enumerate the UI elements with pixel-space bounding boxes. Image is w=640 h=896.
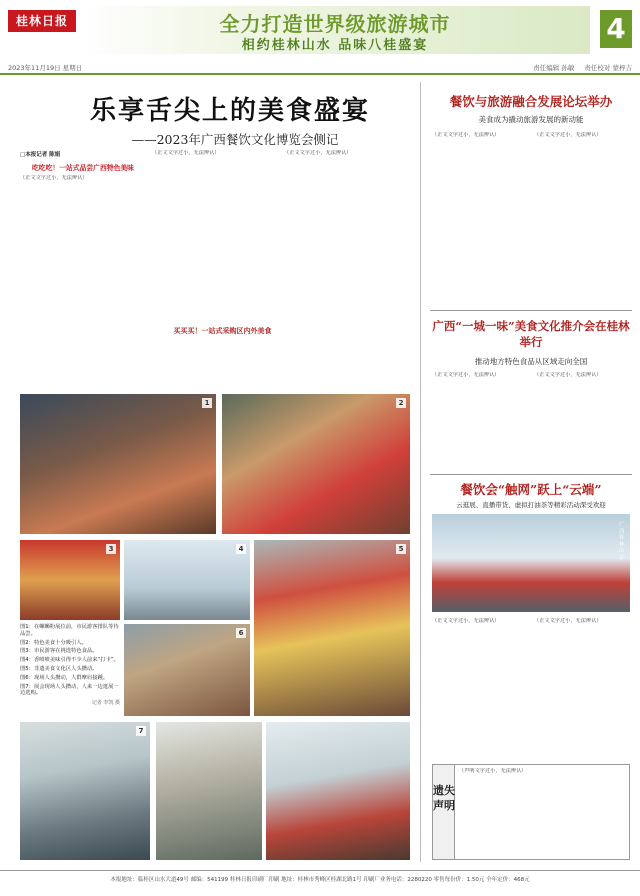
article-3-subheadline: 推动地方特色食品从区域走向全国 (474, 357, 588, 366)
section-rule (430, 474, 632, 475)
feature-body-2: （正文文字过小，无法辨认） (152, 150, 220, 156)
photo-number-badge: 5 (396, 544, 406, 554)
issue-date: 2023年11月19日 星期日 (8, 64, 83, 72)
notice-tag-label: 遗失声明 (433, 784, 455, 812)
feature-subhead-1: 吃吃吃！一站式品尝广西特色美味 (32, 164, 134, 172)
photo-number-badge: 1 (202, 398, 212, 408)
notice-body (459, 768, 627, 858)
article-3-column-1 (432, 372, 530, 468)
feature-column-1 (20, 150, 146, 386)
photo-caption: 图2：特色美食十分吸引人。 (20, 639, 87, 646)
livestream-photo (432, 514, 630, 612)
article-4-body: （正文文字过小，无法辨认） (432, 618, 500, 624)
banner-title: 全力打造世界级旅游城市 (219, 12, 451, 36)
article-2-headline: 餐饮与旅游融合发展论坛举办 (449, 94, 613, 109)
photo-number-badge: 2 (396, 398, 406, 408)
editor-credit: 责任编辑 孙敏 (533, 64, 575, 72)
photo-8 (156, 722, 262, 860)
photo-number-badge: 4 (236, 544, 246, 554)
photo-5 (254, 540, 410, 716)
photo-caption: 图3：市民游客在挑选特色食品。 (20, 648, 98, 655)
photo-number-badge: 6 (236, 628, 246, 638)
top-rule (0, 73, 640, 75)
notice-text: （声明文字过小，无法辨认） (459, 768, 527, 774)
photo-caption: 图1：在螺蛳粉展位前，市民游客排队等待品尝。 (20, 624, 119, 637)
article-4-subheadline: 云逛展、直播带货、虚拟打油茶等精彩活动深受欢迎 (456, 501, 606, 509)
article-3-body: （正文文字过小，无法辨认） (534, 372, 602, 378)
notice-tag (433, 765, 455, 859)
masthead (0, 0, 640, 62)
photo-1 (20, 394, 216, 534)
photo-caption: 图5：非遗美食文化区人头攒动。 (20, 665, 98, 672)
section-rule (430, 310, 632, 311)
section-banner (82, 6, 590, 54)
photo-4 (124, 540, 250, 620)
article-4-column-1 (432, 618, 530, 758)
photo-number-badge: 3 (106, 544, 116, 554)
photo-captions (20, 624, 120, 716)
article-3-headline: 广西“一城一味”美食文化推介会在桂林举行 (432, 319, 630, 349)
photo-7 (20, 722, 150, 860)
banner-subtitle: 相约桂林山水 品味八桂盛宴 (241, 38, 429, 53)
article-2-column-1 (432, 132, 530, 302)
article-3-body: （正文文字过小，无法辨认） (432, 372, 500, 378)
proofreader-credit: 责任校对 蒙梓吉 (584, 64, 632, 72)
photo-2 (222, 394, 410, 534)
photo-caption: 图4：香喷喷美味引得不少人前来“打卡”。 (20, 657, 119, 664)
lost-notice-box (432, 764, 630, 860)
photo-caption: 图7：展会现场人头攒动，人来一边逛展一边选购。 (20, 683, 119, 697)
page-number: 4 (600, 10, 632, 48)
meta-bar (0, 62, 640, 72)
photo-number-badge: 7 (136, 726, 146, 736)
photo-3 (20, 540, 120, 620)
photo-6 (124, 624, 250, 716)
photo-credit: 记者 李凯 摄 (91, 700, 120, 707)
column-divider (420, 82, 421, 862)
feature-subhead-2: 买买买！一站式采购区内外美食 (173, 327, 272, 335)
feature-headline: 乐享舌尖上的美食盛宴 (89, 96, 370, 126)
feature-body-1: （正文文字过小，无法辨认） (20, 175, 88, 181)
photo-9 (266, 722, 410, 860)
article-2-subheadline: 美食成为撬动旅游发展的新动能 (478, 115, 584, 124)
feature-column-2 (152, 150, 278, 386)
feature-subheadline: ——2023年广西餐饮文化博览会侧记 (131, 132, 339, 147)
newspaper-logo: 桂林日报 (8, 10, 76, 32)
feature-byline: □本报记者 陈娟 (20, 152, 61, 158)
editor-credits (525, 63, 632, 72)
article-4-column-2 (534, 618, 632, 758)
article-4-headline: 餐饮会“触网”跃上“云端” (460, 482, 602, 497)
article-2-body: （正文文字过小，无法辨认） (534, 132, 602, 138)
article-4-body: （正文文字过小，无法辨认） (534, 618, 602, 624)
article-3-column-2 (534, 372, 632, 468)
article-2-column-2 (534, 132, 632, 302)
photo-side-label: 广西桂林山水 (619, 522, 625, 561)
feature-column-3 (284, 150, 410, 386)
page-footer: 本报地址：临桂区山水大道49号 邮编：541199 桂林日报印刷厂印刷 地址：桂林市秀峰区桂湖北路1号 印刷厂业务电话：2280220 零售每份价：1.50元 全年定价：468元 (0, 870, 640, 890)
article-2-body: （正文文字过小，无法辨认） (432, 132, 500, 138)
photo-caption: 图6：现场人头攒动，人群摩肩接踵。 (20, 674, 109, 681)
feature-body-3: （正文文字过小，无法辨认） (284, 150, 352, 156)
